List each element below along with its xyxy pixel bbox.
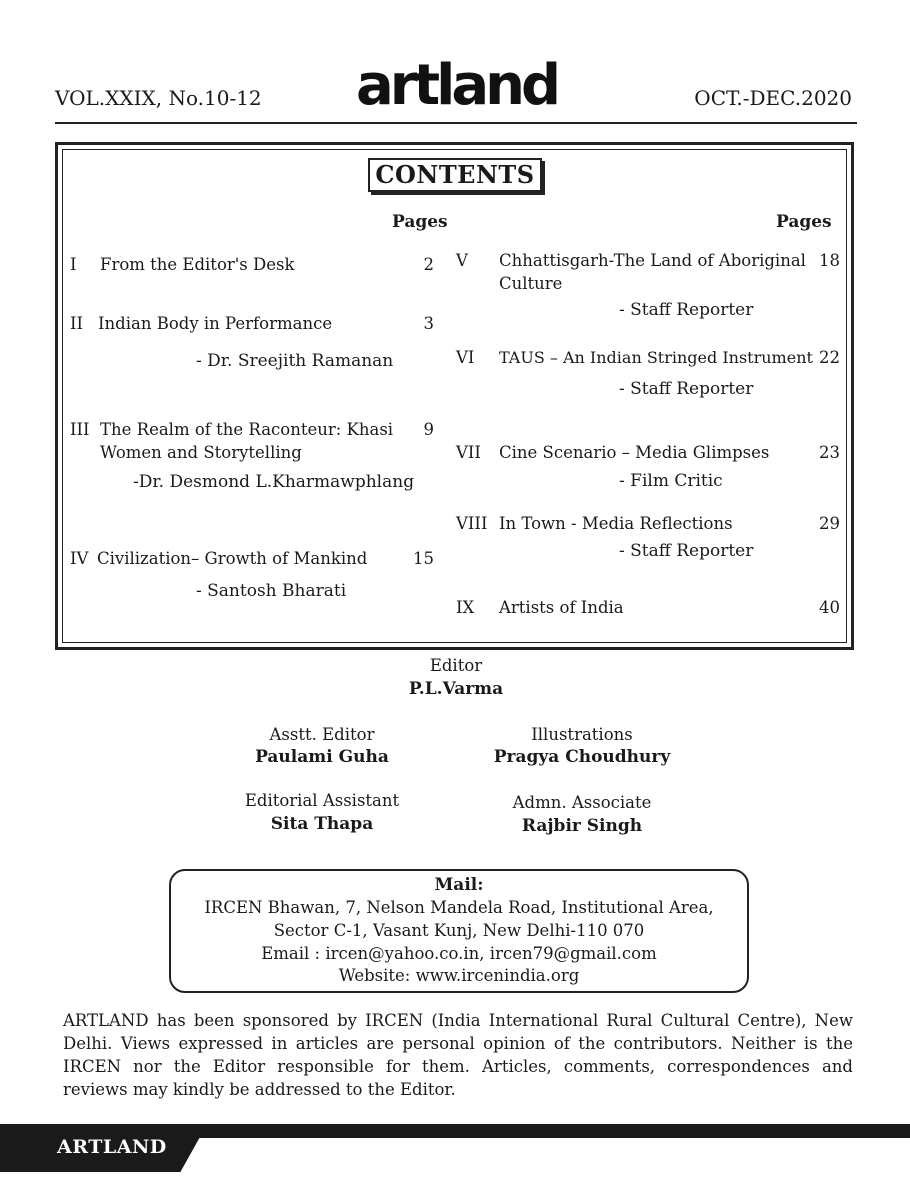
toc-page: 9 — [423, 420, 434, 439]
toc-number: VII — [456, 443, 481, 462]
editor-name: P.L.Varma — [408, 679, 504, 699]
pages-label-right: Pages — [776, 212, 832, 232]
toc-author: - Santosh Bharati — [196, 581, 347, 601]
toc-page: 40 — [819, 598, 840, 617]
toc-title: Civilization– Growth of Mankind — [97, 549, 368, 568]
toc-number: VIII — [456, 514, 488, 533]
toc-title: Artists of India — [499, 598, 624, 617]
toc-page: 3 — [423, 314, 434, 333]
mail-address-line-1: IRCEN Bhawan, 7, Nelson Mandela Road, Institutional Area, — [204, 898, 714, 917]
toc-page: 22 — [819, 348, 840, 367]
toc-title: Indian Body in Performance — [98, 314, 333, 333]
toc-author: -Dr. Desmond L.Kharmawphlang — [133, 472, 415, 492]
pages-label-left: Pages — [392, 212, 448, 232]
toc-number: IV — [70, 549, 89, 568]
mail-address-line-2: Sector C-1, Vasant Kunj, New Delhi-110 070 — [273, 921, 645, 940]
editor-role: Editor — [429, 656, 483, 675]
asst-editor-name: Paulami Guha — [255, 747, 389, 767]
illustrations-name: Pragya Choudhury — [493, 747, 671, 767]
volume-info: VOL.XXIX, No.10-12 — [55, 86, 262, 110]
mail-label: Mail: — [434, 875, 484, 895]
mail-email[interactable]: Email : ircen@yahoo.co.in, ircen79@gmail.com — [261, 944, 657, 963]
toc-number: V — [456, 251, 468, 270]
toc-number: II — [70, 314, 84, 333]
issue-date: OCT.-DEC.2020 — [694, 86, 852, 110]
contents-title: CONTENTS — [368, 158, 542, 192]
mail-website[interactable]: Website: www.ircenindia.org — [338, 966, 580, 985]
toc-author: - Dr. Sreejith Ramanan — [196, 351, 394, 371]
toc-number: VI — [456, 348, 475, 367]
editorial-assistant-name: Sita Thapa — [270, 814, 374, 834]
artland-logo: artland — [356, 53, 558, 118]
toc-author: - Staff Reporter — [619, 541, 754, 561]
toc-title-line-1: Chhattisgarh-The Land of Aboriginal — [499, 251, 806, 270]
toc-page: 2 — [423, 255, 434, 274]
admn-associate-name: Rajbir Singh — [521, 816, 643, 836]
admn-associate-role: Admn. Associate — [512, 793, 652, 812]
toc-title-line-2: Culture — [499, 274, 563, 293]
toc-title-line-2: Women and Storytelling — [100, 443, 302, 462]
toc-title: Cine Scenario – Media Glimpses — [499, 443, 770, 462]
toc-number: III — [70, 420, 90, 439]
toc-title: From the Editor's Desk — [100, 255, 295, 274]
sponsor-disclaimer: ARTLAND has been sponsored by IRCEN (India International Rural Cultural Centre), New Delhi. Views expressed in articles are personal opinion of the contributors. Neither is the IRCEN nor the Editor responsible for them. Articles, comments, correspondences and reviews may kindly be addressed to the Editor. — [63, 1011, 853, 1099]
toc-author: - Film Critic — [619, 471, 723, 491]
toc-title-line-1: The Realm of the Raconteur: Khasi — [100, 420, 394, 439]
toc-page: 18 — [819, 251, 840, 270]
toc-page: 15 — [413, 549, 434, 568]
editorial-assistant-role: Editorial Assistant — [244, 791, 400, 810]
toc-title: TAUS – An Indian Stringed Instrument — [499, 348, 813, 367]
illustrations-role: Illustrations — [531, 725, 633, 744]
toc-number: IX — [456, 598, 475, 617]
toc-page: 23 — [819, 443, 840, 462]
header-rule — [55, 122, 857, 124]
footer-label: ARTLAND — [57, 1136, 167, 1158]
toc-author: - Staff Reporter — [619, 379, 754, 399]
toc-page: 29 — [819, 514, 840, 533]
toc-title: In Town - Media Reflections — [499, 514, 733, 533]
toc-number: I — [70, 255, 77, 274]
asst-editor-role: Asstt. Editor — [269, 725, 375, 744]
toc-author: - Staff Reporter — [619, 300, 754, 320]
